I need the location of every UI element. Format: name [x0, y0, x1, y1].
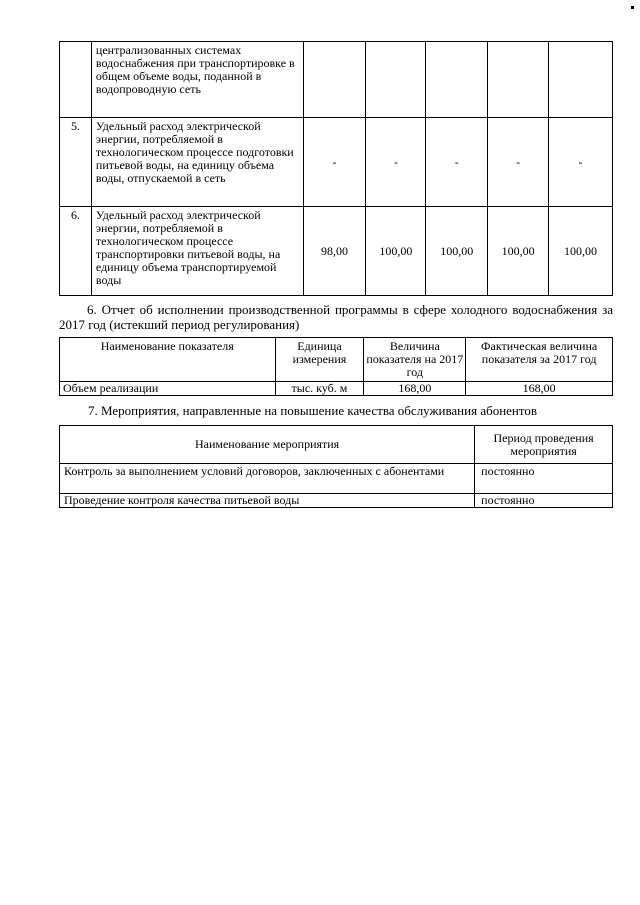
indicator-value: [488, 42, 549, 118]
table-row: [60, 382, 613, 396]
activity-name: Контроль за выполнением условий договоров, заключенных с абонентами: [60, 464, 475, 494]
section-6-heading: 6. Отчет об исполнении производственной программы в сфере холодного водоснабжения за 2017 год (истекший период регулирования): [59, 302, 613, 332]
corner-mark: [631, 6, 634, 9]
table-header-row: [60, 338, 613, 382]
table-cell: тыс. куб. м: [275, 382, 364, 396]
row-number: 5.: [60, 118, 92, 207]
table-cell: Объем реализации: [60, 382, 276, 396]
column-header: Величина показателя на 2017 год: [364, 338, 466, 382]
indicator-value: 100,00: [426, 207, 488, 296]
indicator-value: 100,00: [366, 207, 426, 296]
column-header: Период проведения мероприятия: [475, 426, 613, 464]
table-cell: 168,00: [364, 382, 466, 396]
row-number: [60, 42, 92, 118]
indicator-value: -: [426, 118, 488, 207]
indicator-name: централизованных системах водоснабжения при транспортировке в общем объеме воды, поданной в водопроводную сеть: [91, 42, 303, 118]
table-row: [60, 494, 613, 508]
indicator-value: 98,00: [303, 207, 366, 296]
row-number: 6.: [60, 207, 92, 296]
indicator-value: -: [303, 118, 366, 207]
indicator-value: [549, 42, 613, 118]
activity-name: Проведение контроля качества питьевой воды: [60, 494, 475, 508]
column-header: Наименование показателя: [60, 338, 276, 382]
indicator-value: [426, 42, 488, 118]
table-header-row: [60, 426, 613, 464]
table-row: [60, 207, 613, 296]
column-header: Единица измерения: [275, 338, 364, 382]
activity-period: постоянно: [475, 464, 613, 494]
activities-table: [59, 425, 613, 508]
indicator-name: Удельный расход электрической энергии, потребляемой в технологическом процессе подготовки питьевой воды, на единицу объема воды, отпускаемой в сеть: [91, 118, 303, 207]
column-header: Наименование мероприятия: [60, 426, 475, 464]
indicator-value: -: [549, 118, 613, 207]
indicator-value: -: [366, 118, 426, 207]
activity-period: постоянно: [475, 494, 613, 508]
table-row: [60, 42, 613, 118]
indicator-value: [366, 42, 426, 118]
production-report-table: [59, 337, 613, 396]
indicator-value: 100,00: [549, 207, 613, 296]
table-row: [60, 118, 613, 207]
section-7-heading: 7. Мероприятия, направленные на повышение качества обслуживания абонентов: [88, 403, 538, 418]
table-cell: 168,00: [466, 382, 613, 396]
column-header: Фактическая величина показателя за 2017 год: [466, 338, 613, 382]
indicator-value: 100,00: [488, 207, 549, 296]
indicator-value: [303, 42, 366, 118]
indicator-value: -: [488, 118, 549, 207]
indicators-table: [59, 41, 613, 296]
table-row: [60, 464, 613, 494]
indicator-name: Удельный расход электрической энергии, потребляемой в технологическом процессе транспортировки питьевой воды, на единицу объема транспортируемой воды: [91, 207, 303, 296]
